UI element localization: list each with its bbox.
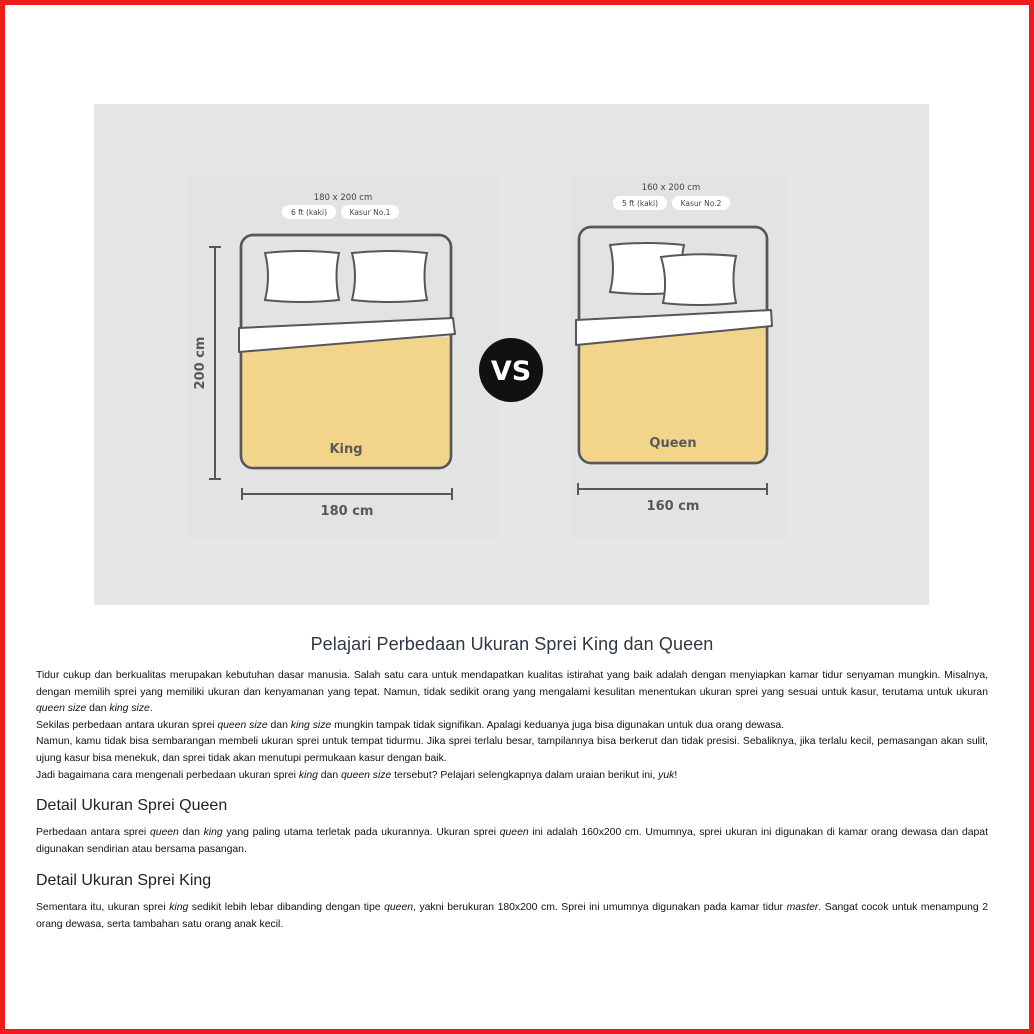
vs-label: VS	[490, 356, 532, 387]
vs-badge	[479, 338, 543, 402]
queen-feet-tag: 5 ft (kaki)	[621, 199, 659, 208]
king-number-tag: Kasur No.1	[349, 208, 391, 217]
queen-section-heading: Detail Ukuran Sprei Queen	[36, 797, 228, 815]
king-height-label: 200 cm	[193, 336, 208, 390]
intro-paragraph-1: Tidur cukup dan berkualitas merupakan kebutuhan dasar manusia. Salah satu cara untuk mendapatkan kualitas istirahat yang baik adalah dengan menyiapkan kamar tidur senyaman mungkin. Misalnya, dengan memilih sprei yang memiliki ukuran dan kenyamanan yang tepat. Namun, tidak sedikit orang yang mengalami kesulitan menentukan ukuran sprei yang sesuai untuk kasur, terutama untuk ukuran queen size dan king size.	[36, 670, 988, 715]
bed-size-illustration	[94, 104, 929, 605]
king-feet-tag: 6 ft (kaki)	[290, 208, 328, 217]
queen-section-paragraph: Perbedaan antara sprei queen dan king yang paling utama terletak pada ukurannya. Ukuran sprei queen ini adalah 160x200 cm. Umumnya, sprei ukuran ini digunakan di kamar orang dewasa dan dapat digunakan sendirian atau bersama pasangan.	[36, 827, 988, 855]
queen-bed-diagram	[570, 176, 787, 538]
queen-dimension-label: 160 x 200 cm	[641, 183, 701, 193]
intro-paragraph-3: Namun, kamu tidak bisa sembarangan membeli ukuran sprei untuk tempat tidurmu. Jika sprei terlalu besar, tampilannya bisa berkerut dan tidak presisi. Sebaliknya, jika terlalu kecil, pemasangan akan sulit, ujung kasur bisa menekuk, dan sprei tidak akan menutupi permukaan kasur dengan baik.	[36, 736, 988, 764]
king-width-label: 180 cm	[320, 504, 374, 519]
intro-paragraph-2: Sekilas perbedaan antara ukuran sprei queen size dan king size mungkin tampak tidak signifikan. Apalagi keduanya juga bisa digunakan untuk dua orang dewasa.	[36, 719, 785, 731]
queen-name-label: Queen	[649, 436, 697, 451]
king-section-paragraph: Sementara itu, ukuran sprei king sedikit lebih lebar dibanding dengan tipe queen, yakni berukuran 180x200 cm. Sprei ini umumnya digunakan pada kamar tidur master. Sangat cocok untuk menampung 2 orang dewasa, serta tambahan satu orang anak kecil.	[36, 902, 989, 930]
queen-number-tag: Kasur No.2	[680, 199, 722, 208]
king-name-label: King	[329, 442, 363, 457]
king-dimension-label: 180 x 200 cm	[313, 193, 373, 203]
king-section-heading: Detail Ukuran Sprei King	[36, 872, 212, 890]
intro-paragraph-4: Jadi bagaimana cara mengenali perbedaan ukuran sprei king dan queen size tersebut? Pelajari selengkapnya dalam uraian berikut ini, yuk!	[36, 769, 678, 781]
queen-width-label: 160 cm	[646, 499, 700, 514]
article-body	[36, 668, 988, 934]
article-title: Pelajari Perbedaan Ukuran Sprei King dan Queen	[310, 634, 714, 654]
king-bed-diagram	[186, 176, 498, 538]
